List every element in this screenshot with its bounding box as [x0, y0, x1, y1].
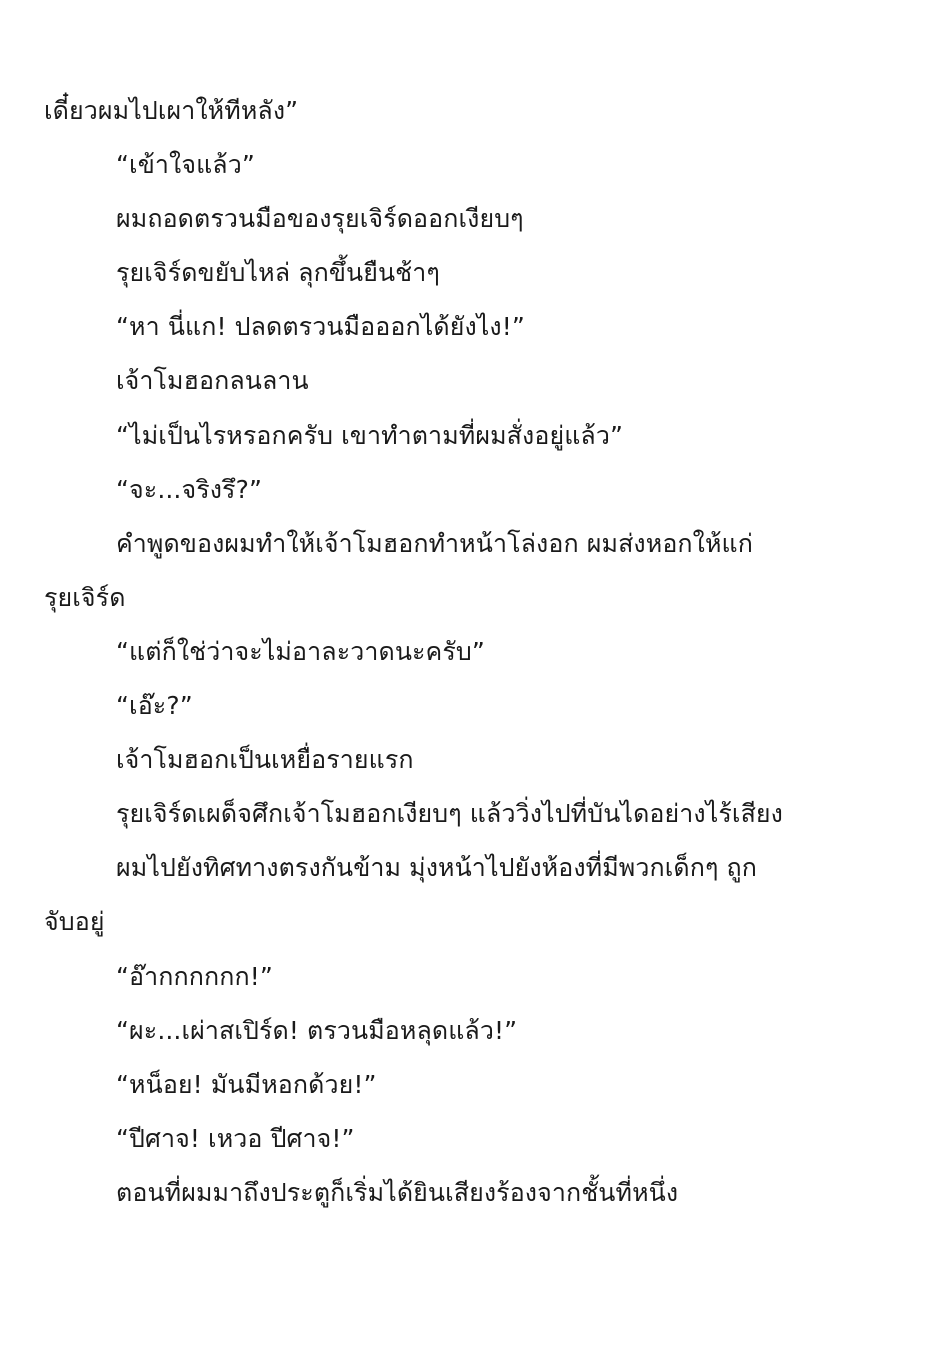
text-line: ตอนที่ผมมาถึงประตูก็เริ่มได้ยินเสียงร้องจากชั้นที่หนึ่ง — [116, 1177, 679, 1207]
text-line: เจ้าโมฮอกเป็นเหยื่อรายแรก — [116, 745, 414, 775]
text-line: “อ๊ากกกกกก!” — [116, 961, 273, 991]
text-line: “จะ...จริงรึ?” — [116, 474, 262, 504]
text-line: “หน็อย! มันมีหอกด้วย!” — [116, 1069, 377, 1099]
text-line: รุยเจิร์ดเผด็จศึกเจ้าโมฮอกเงียบๆ แล้ววิ่งไปที่บันไดอย่างไร้เสียง — [116, 799, 783, 829]
text-line: “หา นี่แก! ปลดตรวนมือออกได้ยังไง!” — [116, 312, 525, 342]
text-line: “เอ๊ะ?” — [116, 691, 193, 721]
text-line: ผมถอดตรวนมือของรุยเจิร์ดออกเงียบๆ — [116, 204, 524, 234]
text-line: เจ้าโมฮอกลนลาน — [116, 366, 309, 396]
text-line: “ไม่เป็นไรหรอกครับ เขาทำตามที่ผมสั่งอยู่แล้ว” — [116, 420, 624, 450]
text-line: “แต่ก็ใช่ว่าจะไม่อาละวาดนะครับ” — [116, 636, 485, 666]
text-line: รุยเจิร์ด — [44, 582, 126, 612]
text-line: “ผะ...เผ่าสเปิร์ด! ตรวนมือหลุดแล้ว!” — [116, 1015, 518, 1045]
text-line: คำพูดของผมทำให้เจ้าโมฮอกทำหน้าโล่งอก ผมส่งหอกให้แก่ — [116, 528, 754, 558]
text-line: รุยเจิร์ดขยับไหล่ ลุกขึ้นยืนช้าๆ — [116, 258, 440, 288]
text-line: ผมไปยังทิศทางตรงกันข้าม มุ่งหน้าไปยังห้องที่มีพวกเด็กๆ ถูก — [116, 853, 758, 883]
text-line: “ปีศาจ! เหวอ ปีศาจ!” — [116, 1123, 355, 1153]
text-line: เดี๋ยวผมไปเผาให้ทีหลัง” — [44, 96, 299, 125]
text-line: จับอยู่ — [44, 907, 105, 937]
text-line: “เข้าใจแล้ว” — [116, 150, 255, 180]
novel-text — [44, 84, 894, 1220]
